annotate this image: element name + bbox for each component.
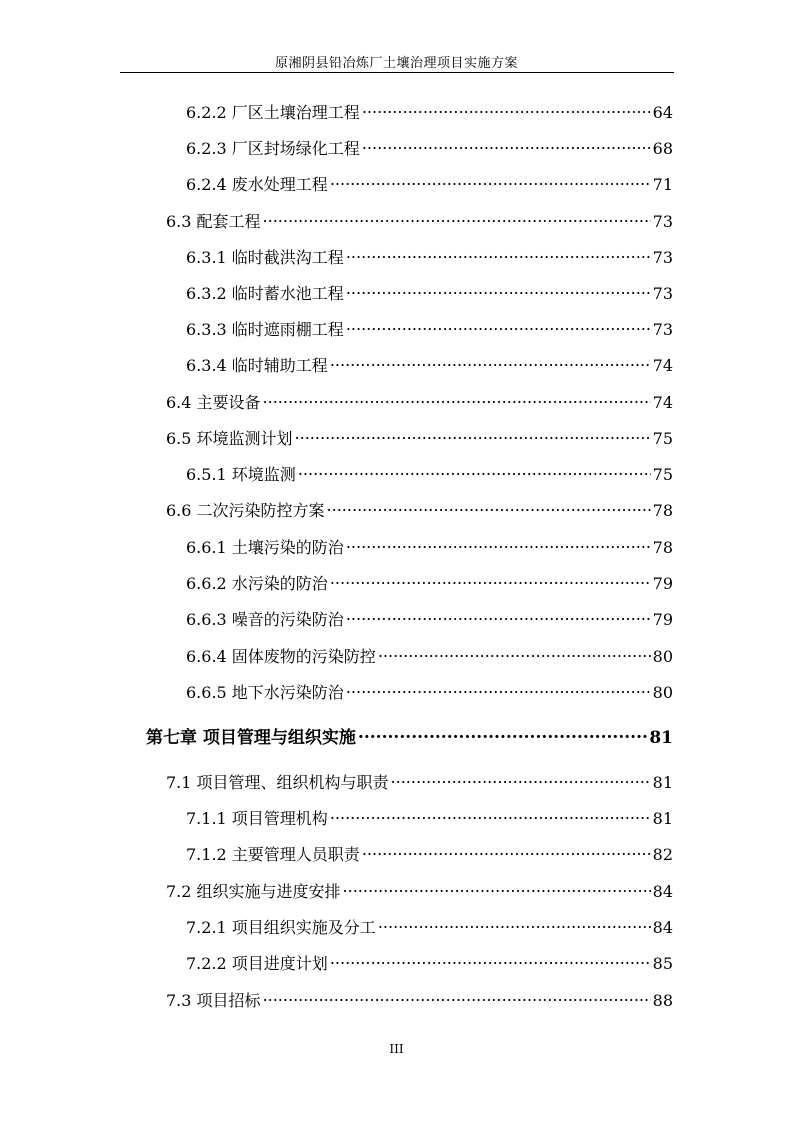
toc-entry[interactable] (186, 170, 673, 195)
toc-entry[interactable] (166, 424, 673, 449)
toc-entry-label: 6.5 环境监测计划 (166, 429, 293, 448)
toc-entry[interactable] (166, 388, 673, 413)
toc-entry[interactable] (186, 642, 673, 667)
toc-entry[interactable] (186, 315, 673, 340)
toc-entry[interactable] (166, 986, 673, 1011)
toc-dot-leader (358, 723, 647, 743)
toc-dot-leader (362, 840, 651, 860)
toc-entry-page: 74 (652, 393, 673, 412)
toc-entry[interactable] (186, 351, 673, 376)
toc-entry[interactable] (186, 605, 673, 630)
toc-dot-leader (330, 569, 651, 589)
toc-entry-page: 73 (652, 248, 673, 267)
toc-dot-leader (298, 460, 651, 480)
toc-entry-label: 6.2.4 废水处理工程 (186, 175, 328, 194)
toc-entry[interactable] (166, 207, 673, 232)
toc-entry-label: 7.2.2 项目进度计划 (186, 954, 328, 973)
toc-entry-label: 7.2 组织实施与进度安排 (166, 882, 341, 901)
toc-dot-leader (343, 877, 651, 897)
toc-entry-label: 6.6.5 地下水污染防治 (186, 683, 344, 702)
toc-entry[interactable] (186, 98, 673, 123)
toc-entry-label: 7.2.1 项目组织实施及分工 (186, 918, 376, 937)
toc-dot-leader (378, 642, 651, 662)
toc-entry-page: 82 (652, 845, 673, 864)
toc-entry-page: 81 (652, 773, 673, 792)
toc-dot-leader (378, 913, 651, 933)
toc-entry-page: 80 (652, 683, 673, 702)
toc-entry-label: 6.3 配套工程 (166, 212, 261, 231)
toc-dot-leader (346, 243, 651, 263)
toc-entry-label: 6.6.3 噪音的污染防治 (186, 610, 344, 629)
toc-dot-leader (330, 949, 651, 969)
page-number: III (389, 1042, 404, 1056)
toc-entry[interactable] (186, 533, 673, 558)
toc-entry-page: 81 (649, 728, 673, 748)
toc-entry-label: 6.4 主要设备 (166, 393, 261, 412)
toc-entry[interactable] (186, 134, 673, 159)
toc-entry-page: 84 (652, 882, 673, 901)
toc-entry-label: 6.2.2 厂区土壤治理工程 (186, 103, 360, 122)
toc-entry[interactable] (186, 804, 673, 829)
toc-dot-leader (346, 605, 651, 625)
toc-entry-label: 6.3.3 临时遮雨棚工程 (186, 320, 344, 339)
toc-dot-leader (391, 768, 651, 788)
toc-entry-label: 6.6.1 土壤污染的防治 (186, 538, 344, 557)
toc-entry[interactable] (186, 949, 673, 974)
toc-dot-leader (263, 986, 651, 1006)
toc-entry-label: 6.3.2 临时蓄水池工程 (186, 284, 344, 303)
toc-entry[interactable] (166, 496, 673, 521)
toc-entry-page: 68 (652, 139, 673, 158)
toc-entry-page: 73 (652, 212, 673, 231)
toc-entry[interactable] (186, 243, 673, 268)
toc-entry-page: 74 (652, 356, 673, 375)
toc-entry-label: 6.3.1 临时截洪沟工程 (186, 248, 344, 267)
toc-entry-page: 78 (652, 538, 673, 557)
toc-entry[interactable] (186, 913, 673, 938)
toc-entry[interactable] (186, 279, 673, 304)
toc-entry-page: 78 (652, 501, 673, 520)
toc-dot-leader (330, 804, 651, 824)
toc-entry-page: 73 (652, 284, 673, 303)
toc-entry[interactable] (146, 723, 673, 748)
toc-entry-label: 第七章 项目管理与组织实施 (146, 728, 356, 748)
toc-entry-page: 71 (652, 175, 673, 194)
toc-entry[interactable] (186, 460, 673, 485)
toc-entry[interactable] (166, 768, 673, 793)
toc-entry-label: 7.1 项目管理、组织机构与职责 (166, 773, 389, 792)
toc-entry[interactable] (186, 678, 673, 703)
toc-entry-page: 80 (652, 647, 673, 666)
toc-entry-label: 7.3 项目招标 (166, 991, 261, 1010)
toc-entry-page: 85 (652, 954, 673, 973)
toc-entry-page: 64 (652, 103, 673, 122)
toc-entry-label: 6.6.2 水污染的防治 (186, 574, 328, 593)
toc-entry[interactable] (166, 877, 673, 902)
toc-dot-leader (362, 98, 651, 118)
running-header: 原湘阴县铅冶炼厂土壤治理项目实施方案 (274, 56, 518, 71)
toc-entry-page: 73 (652, 320, 673, 339)
toc-entry-page: 88 (652, 991, 673, 1010)
toc-dot-leader (362, 134, 651, 154)
toc-entry-page: 79 (652, 610, 673, 629)
toc-entry[interactable] (186, 840, 673, 865)
toc-entry-label: 6.6.4 固体废物的污染防控 (186, 647, 376, 666)
toc-dot-leader (330, 170, 651, 190)
toc-dot-leader (263, 207, 651, 227)
toc-dot-leader (346, 533, 651, 553)
toc-entry-page: 75 (652, 465, 673, 484)
toc-entry-label: 6.6 二次污染防控方案 (166, 501, 325, 520)
toc-dot-leader (346, 279, 651, 299)
toc-dot-leader (263, 388, 651, 408)
toc-entry-label: 6.3.4 临时辅助工程 (186, 356, 328, 375)
toc-entry-label: 7.1.2 主要管理人员职责 (186, 845, 360, 864)
toc-entry[interactable] (186, 569, 673, 594)
toc-entry-page: 75 (652, 429, 673, 448)
toc-dot-leader (346, 678, 651, 698)
toc-dot-leader (295, 424, 651, 444)
toc-entry-page: 81 (652, 809, 673, 828)
toc-entry-page: 79 (652, 574, 673, 593)
toc-entry-label: 7.1.1 项目管理机构 (186, 809, 328, 828)
toc-dot-leader (327, 496, 651, 516)
toc-entry-label: 6.2.3 厂区封场绿化工程 (186, 139, 360, 158)
toc-dot-leader (330, 351, 651, 371)
toc-entry-page: 84 (652, 918, 673, 937)
toc-entry-label: 6.5.1 环境监测 (186, 465, 296, 484)
toc-dot-leader (346, 315, 651, 335)
